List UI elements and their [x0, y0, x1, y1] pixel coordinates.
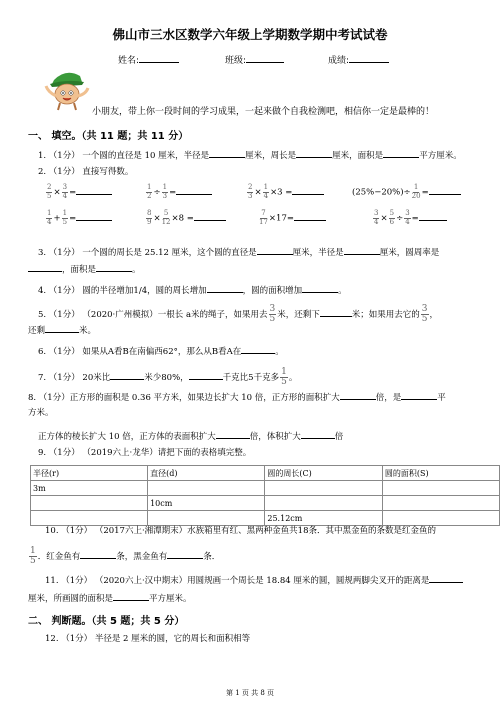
answer-blank	[383, 148, 419, 158]
calc-r1c2: $\frac{1}{2}$ ÷ $\frac{1}{3}$ =	[145, 184, 212, 200]
page-title: 佛山市三水区数学六年级上学期数学期中考试试卷	[112, 27, 388, 42]
calc-r1c1: $\frac{2}{5}$ × $\frac{3}{4}$ =	[45, 184, 112, 200]
class-label: 班级:	[225, 56, 247, 66]
question-11-cont: 厘米，所画圆的面积是 平方厘米。	[28, 591, 192, 605]
score-label: 成绩:	[328, 56, 350, 66]
table-header: 直径(d)	[148, 466, 265, 481]
score-blank	[349, 53, 389, 63]
answer-blank	[292, 185, 324, 195]
table-cell: 25.12cm	[265, 511, 383, 526]
table-header: 半径(r)	[31, 466, 148, 481]
answer-blank	[76, 185, 112, 195]
name-blank	[139, 53, 179, 63]
question-3: 3. （1分） 一个圆的周长是 25.12 厘米，这个圆的直径是 厘米，半径是 厘米，圆周率是	[38, 245, 439, 259]
score-field	[328, 53, 389, 66]
table-header: 圆的面积(S)	[382, 466, 499, 481]
answer-blank	[209, 148, 245, 158]
table-row	[31, 511, 500, 526]
question-8-part2: 正方体的棱长扩大 10 倍，正方体的表面积扩大 倍，体积扩大 倍	[38, 429, 343, 443]
q1-text-b: 厘米，周长是	[245, 151, 297, 161]
q1-text-a: 1. （1分） 一个圆的直径是 10 厘米，半径是	[38, 151, 210, 161]
table-row	[31, 481, 500, 496]
table-cell: 3m	[31, 481, 148, 496]
q1-text-c: 厘米，面积是	[332, 151, 384, 161]
answer-blank	[194, 211, 226, 221]
question-3-cont: ，面积是 。	[28, 262, 141, 276]
answer-blank	[76, 211, 112, 221]
calc-r2c3: $\frac{7}{17}$ ×17=	[258, 210, 326, 226]
table-cell[interactable]	[382, 496, 499, 511]
question-8-cont: 方米。	[28, 408, 54, 418]
table-header: 圆的周长(C)	[265, 466, 383, 481]
question-10-cont: $\frac{1}{5}$ ．红金鱼有 条，黑金鱼有 条．	[30, 546, 221, 566]
table-cell[interactable]	[382, 511, 499, 526]
q1-text-d: 平方厘米。	[419, 151, 462, 161]
question-5-cont: 还剩 米。	[28, 323, 96, 337]
question-10: 10. （1分） （2017六上·湘潭期末）水族箱里有红、黑两种金鱼共18条．其中黑金鱼的条数是红金鱼的	[45, 526, 436, 536]
question-11: 11. （1分） （2020六上·汉中期末）用圆规画一个周长是 18.84 厘米的圆，圆规两脚尖叉开的距离是	[45, 573, 463, 587]
circle-table	[30, 465, 500, 526]
section-2-heading: 二、 判断题。（共 5 题；共 5 分）	[28, 616, 185, 627]
table-cell[interactable]	[148, 481, 265, 496]
calc-r1c4: (25%−20%)÷ $\frac{1}{20}$ =	[352, 184, 461, 200]
name-label: 姓名:	[118, 56, 140, 66]
calc-r1c3: $\frac{2}{3}$ × $\frac{1}{4}$ ×3 =	[246, 184, 324, 200]
name-field	[118, 53, 179, 66]
table-cell[interactable]	[31, 511, 148, 526]
answer-blank	[429, 185, 461, 195]
table-cell[interactable]	[31, 496, 148, 511]
section-1-heading: 一、 填空。（共 11 题；共 11 分）	[28, 131, 189, 142]
calc-r2c1: $\frac{1}{4}$ + $\frac{1}{5}$ =	[45, 210, 112, 226]
answer-blank	[419, 211, 447, 221]
table-cell[interactable]	[148, 511, 265, 526]
table-cell[interactable]	[265, 481, 383, 496]
question-7: 7. （1分） 20米比 米少80%， 千克比5千克多 $\frac{1}{5}$ 。	[38, 367, 298, 387]
table-cell[interactable]	[382, 481, 499, 496]
table-cell: 10cm	[148, 496, 265, 511]
question-9: 9. （1分） （2019六上·龙华）请把下面的表格填完整。	[38, 448, 252, 458]
question-2: 2. （1分） 直接写得数。	[38, 167, 134, 177]
table-cell[interactable]	[265, 496, 383, 511]
question-8: 8. （1分）正方形的面积是 0.36 平方米，如果边长扩大 10 倍，正方形的面积扩大 倍，是 平	[28, 390, 446, 404]
table-header-row	[31, 466, 500, 481]
answer-blank	[294, 211, 326, 221]
page-footer: 第 1 页 共 8 页	[225, 689, 275, 697]
question-5: 5. （1分） （2020·广州模拟）一根长 a米的绳子，如果用去 $\frac{3}{5}$ 米，还剩下 米；如果用去它的 $\frac{3}{5}$ ，	[38, 304, 439, 324]
answer-blank	[176, 185, 212, 195]
mascot-illustration	[38, 66, 94, 112]
table-row	[31, 496, 500, 511]
question-12: 12. （1分） 半径是 2 厘米的圆，它的周长和面积相等	[45, 634, 251, 644]
answer-blank	[296, 148, 332, 158]
question-1	[38, 148, 462, 162]
class-blank	[246, 53, 284, 63]
question-6: 6. （1分） 如果从A看B在南偏西62°，那么从B看A在 。	[38, 344, 284, 358]
calc-r2c2: $\frac{8}{9}$ × $\frac{5}{12}$ ×8 =	[145, 210, 226, 226]
question-4: 4. （1分） 圆的半径增加1/4，圆的周长增加 ，圆的面积增加 。	[38, 283, 347, 297]
intro-text: 小朋友，带上你一段时间的学习成果，一起来做个自我检测吧，相信你一定是最棒的！	[92, 107, 435, 117]
class-field	[225, 53, 284, 66]
calc-r2c4: $\frac{3}{4}$ × $\frac{5}{6}$ ÷ $\frac{3}{4}$ =	[372, 210, 447, 226]
